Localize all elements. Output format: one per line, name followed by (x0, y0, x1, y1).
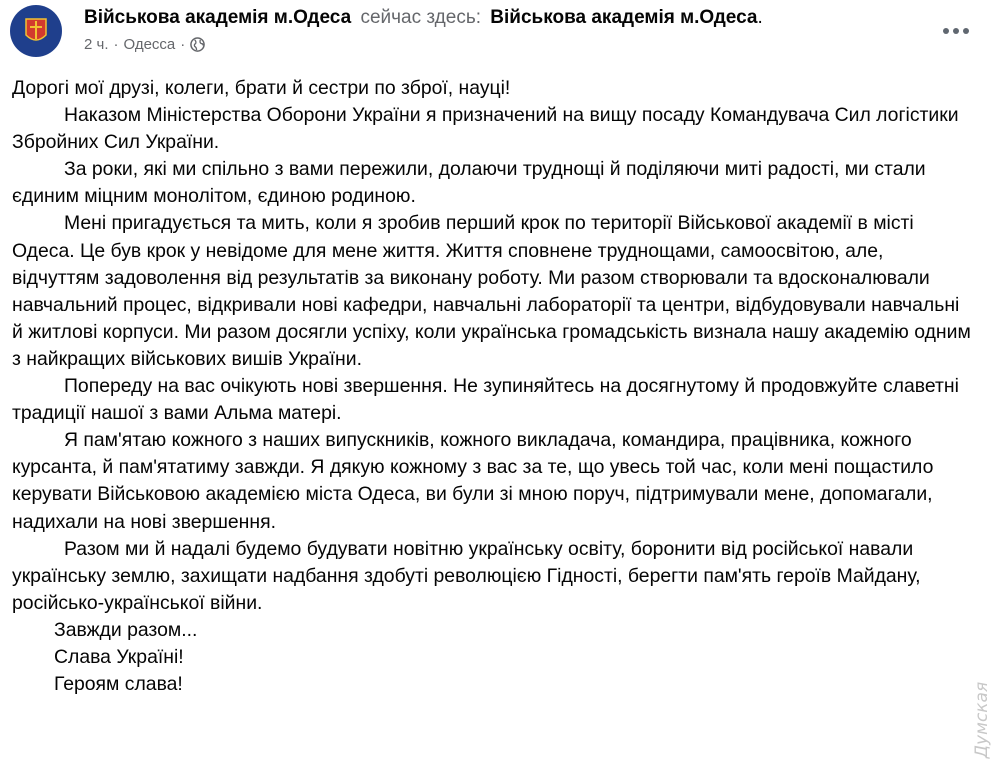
watermark-text: Думская (972, 681, 992, 759)
separator-dot: · (113, 36, 119, 53)
post-header (0, 0, 1000, 64)
more-options-dot (963, 28, 969, 34)
academy-emblem-icon (10, 5, 62, 57)
post-meta (84, 36, 205, 53)
post-paragraph: Попереду на вас очікують нові звершення. Не зупиняйтесь на досягнутому й продовжуйте славетні традиції нашої з вами Альма матері. (12, 375, 959, 425)
post-paragraph: За роки, які ми спільно з вами пережили, долаючи труднощі й поділяючи миті радості, ми стали єдиним міцним монолітом, єдиною родиною. (12, 158, 926, 208)
author-name-link[interactable]: Військова академія м.Одеса (84, 7, 352, 28)
more-options-icon (943, 28, 949, 34)
globe-icon[interactable] (190, 37, 205, 52)
more-options-button[interactable] (936, 14, 976, 48)
author-line (84, 7, 763, 29)
checkin-text: сейчас здесь: (360, 7, 482, 28)
closing-line: Героям слава! (54, 673, 183, 696)
timestamp-link[interactable]: 2 ч. (84, 36, 109, 53)
place-suffix: . (757, 7, 763, 28)
page-avatar[interactable] (10, 5, 62, 57)
separator-dot: · (180, 36, 186, 53)
watermark (970, 680, 994, 760)
post-paragraph: Разом ми й надалі будемо будувати новітню українську освіту, боронити від російської навали українську землю, захищати надбання здобуті революцією Гідності, берегти пам'ять героїв Майдану, російсько-української війни. (12, 537, 921, 614)
post-text (12, 75, 972, 698)
post-paragraph: Дорогі мої друзі, колеги, брати й сестри по зброї, науці! (12, 77, 511, 99)
closing-line: Слава Україні! (54, 645, 184, 668)
post-paragraph: Наказом Міністерства Оборони України я призначений на вищу посаду Командувача Сил логістики Збройних Сил України. (12, 104, 959, 154)
more-options-dot (953, 28, 959, 34)
closing-line: Завжди разом... (54, 618, 198, 641)
place-link[interactable]: Військова академія м.Одеса (490, 7, 758, 28)
location-link[interactable]: Одесса (123, 36, 176, 53)
post-paragraph: Мені пригадується та мить, коли я зробив перший крок по території Військової академії в місті Одеса. Це був крок у невідоме для мене життя. Життя сповнене труднощами, самоосвітою, але, відчуттям задоволення від результатів за виконану роботу. Ми разом створювали та вдосконалювали навчальний процес, відкривали нові кафедри, навчальні лабораторії та центри, відбудовували навчальні й житлові корпуси. Ми разом досягли успіху, коли українська громадськість визнала нашу академію одним з найкращих військових вишів України. (12, 212, 971, 370)
post-paragraph: Я пам'ятаю кожного з наших випускників, кожного викладача, командира, працівника, кожного курсанта, й пам'ятатиму завжди. Я дякую кожному з вас за те, що увесь той час, коли мені пощастило керувати Військовою академією міста Одеса, ви були зі мною поруч, підтримували мене, допомагали, надихали на нові звершення. (12, 429, 934, 533)
